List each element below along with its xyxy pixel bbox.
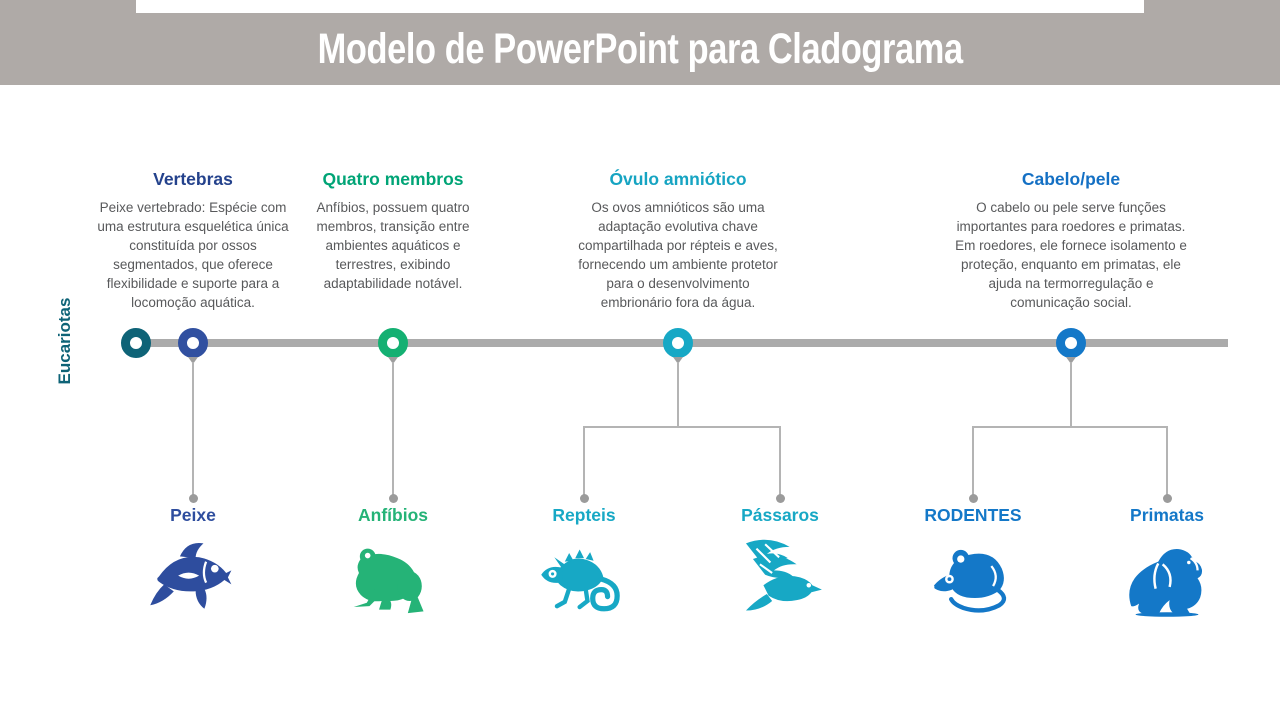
connector-dot xyxy=(1163,494,1172,503)
taxon-label: Primatas xyxy=(1130,505,1204,525)
taxon-label: RODENTES xyxy=(924,505,1022,525)
taxon-label: Pássaros xyxy=(741,505,819,525)
timeline-node-quatro-membros xyxy=(378,328,408,358)
gorilla-icon xyxy=(1119,534,1215,626)
clade-quatro-membros xyxy=(300,169,486,293)
connector-dot xyxy=(776,494,785,503)
connector-drop-passaros xyxy=(779,426,781,497)
taxon-label: Peixe xyxy=(170,505,216,525)
taxon-label: Repteis xyxy=(552,505,616,525)
slide-title: Modelo de PowerPoint para Cladograma xyxy=(317,24,963,73)
clade-heading: Cabelo/pele xyxy=(1021,169,1121,189)
clade-heading: Óvulo amniótico xyxy=(609,169,747,189)
taxon-rodentes xyxy=(883,505,1063,631)
clade-description: Os ovos amnióticos são uma adaptação evolutiva chave compartilhada por répteis e aves, fornecendo um ambiente protetor para o desenvolvimento embrionário fora da água. xyxy=(578,200,778,310)
fish-icon xyxy=(145,534,241,626)
clade-heading: Vertebras xyxy=(153,169,233,189)
frog-icon xyxy=(345,534,441,626)
bird-icon xyxy=(732,534,828,626)
clade-cabelo-pele xyxy=(948,169,1194,312)
clade-vertebras xyxy=(95,169,291,312)
clade-description: Anfíbios, possuem quatro membros, transição entre ambientes aquáticos e terrestres, exibindo adaptabilidade notável. xyxy=(316,200,470,291)
connector-drop-rodentes xyxy=(972,426,974,497)
connector-branch-mamiferos xyxy=(973,426,1167,428)
connector-dot xyxy=(969,494,978,503)
root-label-eucariotas: Eucariotas xyxy=(55,297,74,385)
connector-stem-amniotas xyxy=(677,362,679,427)
header-corner-right xyxy=(1144,0,1280,13)
chameleon-icon xyxy=(536,534,632,626)
rodent-icon xyxy=(925,534,1021,626)
timeline-node-ovulo-amniotico xyxy=(663,328,693,358)
connector-dot xyxy=(389,494,398,503)
taxon-repteis xyxy=(494,505,674,631)
taxon-passaros xyxy=(690,505,870,631)
connector-drop-primatas xyxy=(1166,426,1168,497)
clade-ovulo-amniotico xyxy=(570,169,786,312)
timeline-node-cabelo-pele xyxy=(1056,328,1086,358)
connector-drop-repteis xyxy=(583,426,585,497)
clade-description: O cabelo ou pele serve funções importantes para roedores e primatas. Em roedores, ele fornece isolamento e proteção, enquanto em primatas, ele ajuda na termorregulação e comunicação social. xyxy=(955,200,1187,310)
taxon-anfibios xyxy=(303,505,483,631)
taxon-peixe xyxy=(103,505,283,631)
connector-dot xyxy=(189,494,198,503)
timeline-node-eucariotas xyxy=(121,328,151,358)
connector-line-peixe xyxy=(192,362,194,497)
taxon-primatas xyxy=(1077,505,1257,631)
connector-dot xyxy=(580,494,589,503)
connector-line-anfibios xyxy=(392,362,394,497)
connector-branch-amniotas xyxy=(584,426,780,428)
title-banner xyxy=(0,13,1280,85)
timeline-node-vertebras xyxy=(178,328,208,358)
clade-heading: Quatro membros xyxy=(322,169,464,189)
connector-stem-mamiferos xyxy=(1070,362,1072,427)
header-corner-left xyxy=(0,0,136,13)
clade-description: Peixe vertebrado: Espécie com uma estrutura esquelética única constituída por ossos segmentados, que oferece flexibilidade e suporte para a locomoção aquática. xyxy=(97,200,289,310)
taxon-label: Anfíbios xyxy=(358,505,428,525)
